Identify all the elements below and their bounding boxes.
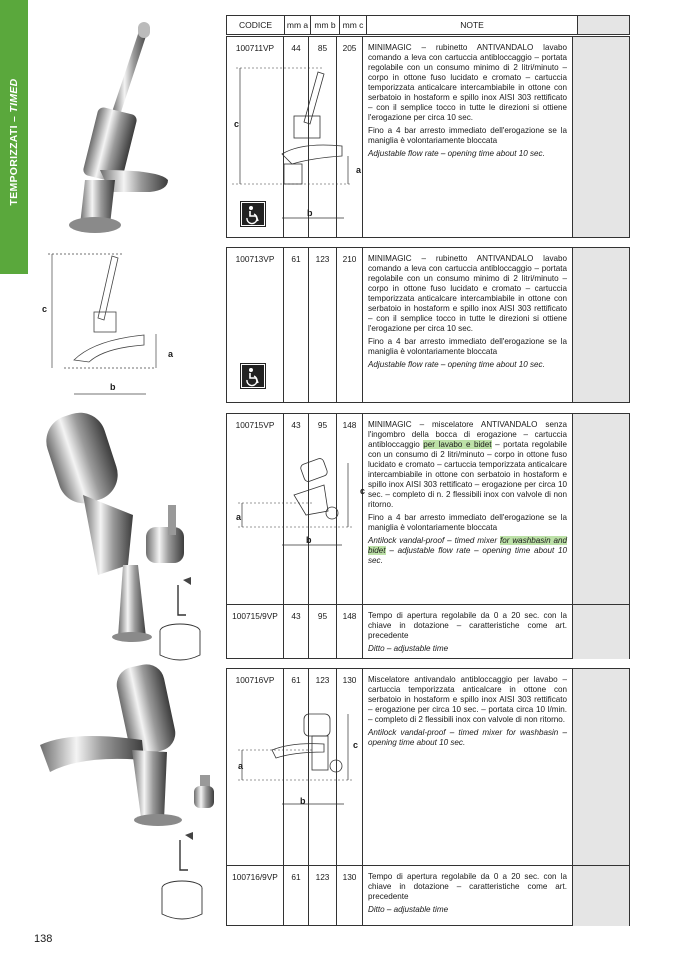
dim-b: 123	[309, 866, 337, 926]
header-gray	[578, 16, 629, 34]
product-note	[363, 37, 573, 237]
note-it: MINIMAGIC – rubinetto ANTIVANDALO lavabo comando a leva con cartuccia antibloccaggio – portata regolabile con un consumo minimo di 2 litri/minuto – corpo in ottone fuso lucidato e cromato – cartuccia temporizzata anticalcare intercambiabile in ottone con serbatoio in hostaform e spillo inox AISI 303 rettificato – con il semplice tocco in tutte le direzioni si ottiene l'erogazione per circa 10 sec.	[368, 43, 567, 122]
dim-c: 130	[337, 669, 363, 865]
note-en-post: – adjustable flow rate – opening time about 10 sec.	[368, 546, 567, 565]
dim-b: 123	[309, 248, 337, 402]
note-en: Adjustable flow rate – opening time about 10 sec.	[368, 149, 545, 158]
header-mm-b: mm b	[311, 16, 340, 34]
product-code: 100715VP	[227, 414, 284, 604]
product-image-100711vp	[40, 20, 180, 240]
note-en: Ditto – adjustable time	[368, 905, 449, 914]
product-note	[363, 605, 573, 659]
product-code: 100716VP	[227, 669, 284, 865]
product-code: 100715/9VP	[227, 605, 284, 659]
note-en: Antilock vandal-proof – timed mixer for washbasin – opening time about 10 sec.	[368, 728, 567, 747]
page-number: 138	[34, 933, 53, 945]
dim-a: 61	[284, 669, 309, 865]
product-image-100715vp	[38, 405, 208, 675]
technical-drawing-100716vp	[232, 708, 362, 812]
dimension-b-label: b	[110, 382, 116, 392]
dimension-a-label: a	[238, 761, 244, 771]
gray-column	[573, 248, 629, 402]
dimension-c-label: c	[42, 304, 48, 314]
product-note	[363, 414, 573, 604]
table-header	[226, 15, 630, 35]
note-it-2: Fino a 4 bar arresto immediato dell'erogazione se la maniglia è volontariamente bloccata	[368, 513, 567, 532]
technical-drawing-100715vp	[232, 455, 362, 555]
header-mm-a: mm a	[285, 16, 311, 34]
product-note	[363, 866, 573, 926]
dim-b: 85	[309, 37, 337, 237]
dimension-b-label: b	[307, 208, 313, 218]
table-row	[227, 865, 629, 926]
note-en-highlight: for washbasin and bidet	[368, 536, 568, 555]
dim-a: 61	[284, 248, 309, 402]
note-it-pre: MINIMAGIC – miscelatore ANTIVANDALO senza l'ingombro della bocca di erogazione – cartuccia antibloccaggio	[368, 420, 567, 449]
section-title-en: TIMED	[8, 78, 20, 113]
product-code: 100711VP	[227, 37, 284, 237]
dimension-c-label: c	[353, 740, 359, 750]
gray-column	[573, 669, 629, 865]
accessibility-icon	[240, 363, 266, 389]
dim-a: 43	[284, 605, 309, 659]
header-note: NOTE	[367, 16, 578, 34]
section-side-tab	[0, 0, 28, 274]
dimension-b-label: b	[306, 535, 312, 545]
dim-c: 130	[337, 866, 363, 926]
gray-column	[573, 37, 629, 237]
note-en: Ditto – adjustable time	[368, 644, 449, 653]
table-row	[227, 604, 629, 659]
section-title	[8, 78, 20, 205]
product-code: 100713VP	[227, 248, 284, 402]
dimension-a-label: a	[168, 349, 174, 359]
note-it: Miscelatore antivandalo antibloccaggio per lavabo – cartuccia temporizzata anticalcare in ottone con serbatoio in hostaform e spillo inox AISI 303 rettificato – erogazione per circa 10 sec. – portata circa 10 l/min. – completo di 2 flessibili inox con valvole di non ritorno.	[368, 675, 567, 724]
product-image-100716vp	[32, 660, 212, 940]
dimension-b-label: b	[300, 796, 306, 806]
note-en	[368, 536, 567, 566]
gray-column	[573, 414, 629, 604]
dim-b: 95	[309, 605, 337, 659]
header-codice: CODICE	[227, 16, 285, 34]
dimension-c-label: c	[360, 486, 366, 496]
product-note	[363, 248, 573, 402]
table-row	[227, 248, 629, 402]
dim-b: 95	[309, 414, 337, 604]
note-it: MINIMAGIC – rubinetto ANTIVANDALO lavabo comando a leva con cartuccia antibloccaggio – portata regolabile con un consumo minimo di 2 litri/minuto – corpo in ottone fuso lucidato e cromato – cartuccia temporizzata anticalcare intercambiabile in ottone con serbatoio in hostaform e spillo inox AISI 303 rettificato – con il semplice tocco in tutte le direzioni si ottiene l'erogazione per circa 10 sec.	[368, 254, 567, 333]
dimension-c-label: c	[234, 119, 240, 129]
note-it-highlight: per lavabo e bidet	[423, 440, 492, 449]
dimension-a-label: a	[356, 165, 362, 175]
technical-drawing-100711vp	[232, 64, 362, 224]
product-note	[363, 669, 573, 865]
header-mm-c: mm c	[340, 16, 367, 34]
note-it: Tempo di apertura regolabile da 0 a 20 sec. con la chiave in dotazione – caratteristiche come art. precedente	[368, 872, 567, 901]
note-it-2: Fino a 4 bar arresto immediato dell'erogazione se la maniglia è volontariamente bloccata	[368, 337, 567, 356]
note-it: Tempo di apertura regolabile da 0 a 20 sec. con la chiave in dotazione – caratteristiche come art. precedente	[368, 611, 567, 640]
dim-a: 43	[284, 414, 309, 604]
product-code: 100716/9VP	[227, 866, 284, 926]
note-en-pre: Antilock vandal-proof – timed mixer	[368, 536, 500, 545]
dim-c: 210	[337, 248, 363, 402]
gray-column	[573, 605, 629, 659]
dim-c: 148	[337, 605, 363, 659]
note-en: Adjustable flow rate – opening time about 10 sec.	[368, 360, 545, 369]
dim-c: 148	[337, 414, 363, 604]
note-it-2: Fino a 4 bar arresto immediato dell'erogazione se la maniglia è volontariamente bloccata	[368, 126, 567, 145]
note-it	[368, 420, 567, 510]
section-title-it: TEMPORIZZATI –	[8, 112, 20, 206]
dim-a: 61	[284, 866, 309, 926]
dimension-a-label: a	[236, 512, 242, 522]
accessibility-icon	[240, 201, 266, 227]
note-it-post: – portata regolabile con un consumo di 2 litri/minuto – corpo in ottone fuso lucidato e cromato – cartuccia temporizzata anticalcare intercambiabile in ottone con serbatoio in hostaform e spillo inox AISI 303 rettificato – erogazione per circa 10 sec. – completo di n. 2 flessibili inox con valvole di non ritorno.	[368, 440, 567, 509]
dim-a: 44	[284, 37, 309, 237]
gray-column	[573, 866, 629, 926]
dim-c: 205	[337, 37, 363, 237]
product-block-100713vp	[226, 247, 630, 403]
dim-b: 123	[309, 669, 337, 865]
